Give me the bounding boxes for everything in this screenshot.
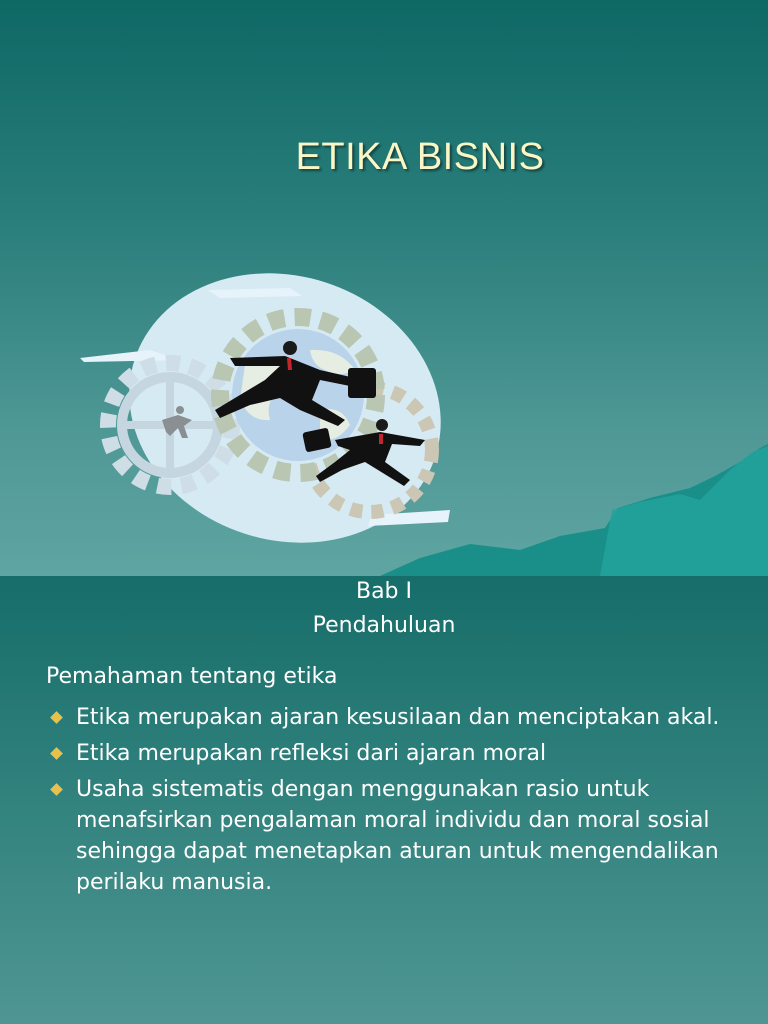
chapter-title: Pendahuluan	[312, 613, 456, 638]
businessmen-gears-illustration	[80, 270, 460, 550]
diamond-bullet-icon	[50, 783, 63, 796]
bullet-text: Etika merupakan ajaran kesusilaan dan menciptakan akal.	[76, 705, 720, 730]
list-item	[46, 774, 736, 898]
chapter-label: Bab I	[355, 579, 413, 604]
list-item	[46, 738, 736, 769]
bullet-list	[46, 702, 736, 903]
slide-title: ETIKA BISNIS	[295, 136, 545, 178]
list-item	[46, 702, 736, 733]
bullet-text: Usaha sistematis dengan menggunakan rasio untuk menafsirkan pengalaman moral individu dan moral sosial sehingga dapat menetapkan aturan untuk mengendalikan perilaku manusia.	[76, 777, 719, 895]
diamond-bullet-icon	[50, 711, 63, 724]
diamond-bullet-icon	[50, 747, 63, 760]
bullet-text: Etika merupakan refleksi dari ajaran moral	[76, 741, 547, 766]
intro-text: Pemahaman tentang etika	[46, 664, 338, 689]
